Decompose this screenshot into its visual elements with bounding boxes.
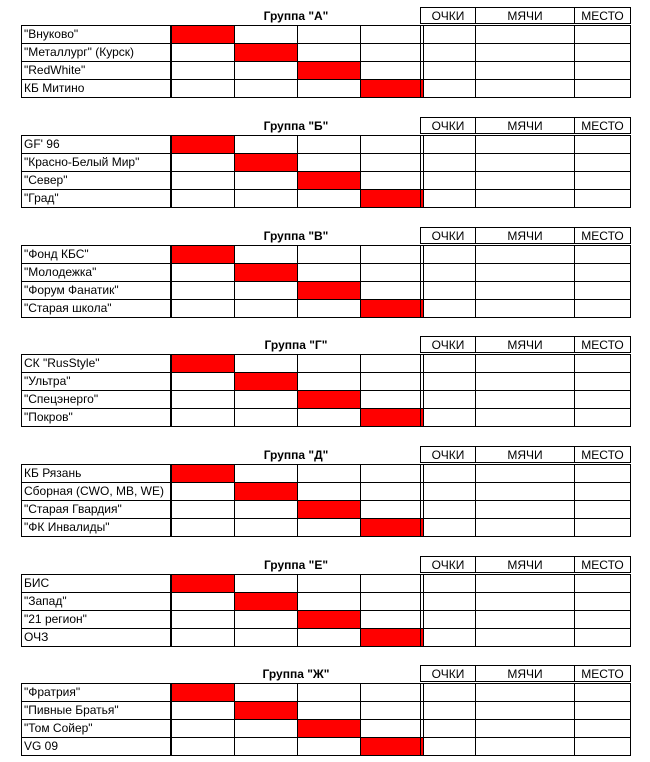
- score-cell: [360, 390, 424, 409]
- diagonal-blocked-cell: [171, 25, 235, 44]
- group-title: Группа "Д": [263, 448, 329, 462]
- table-row: [21, 390, 631, 408]
- place-cell: [574, 701, 631, 720]
- table-row: [21, 592, 631, 610]
- points-cell: [420, 153, 476, 172]
- column-header-balls: МЯЧИ: [475, 556, 575, 573]
- score-cell: [171, 701, 235, 720]
- points-cell: [420, 482, 476, 501]
- score-cell: [297, 518, 361, 537]
- score-cell: [297, 263, 361, 282]
- score-cell: [234, 189, 298, 208]
- team-name-cell: VG 09: [21, 737, 171, 756]
- score-cell: [234, 79, 298, 98]
- score-cell: [171, 390, 235, 409]
- score-cell: [360, 245, 424, 264]
- team-name-cell: Сборная (CWO, MB, WE): [21, 482, 171, 501]
- points-cell: [420, 171, 476, 190]
- score-cell: [297, 153, 361, 172]
- place-cell: [574, 500, 631, 519]
- score-cell: [171, 281, 235, 300]
- column-header-points: ОЧКИ: [420, 336, 476, 353]
- score-cell: [234, 719, 298, 738]
- points-cell: [420, 61, 476, 80]
- group-table: [21, 665, 631, 755]
- score-cell: [171, 628, 235, 647]
- score-cell: [171, 372, 235, 391]
- column-header-balls: МЯЧИ: [475, 446, 575, 463]
- place-cell: [574, 43, 631, 62]
- table-row: [21, 25, 631, 43]
- group-table: [21, 117, 631, 207]
- table-row: [21, 518, 631, 536]
- score-cell: [171, 408, 235, 427]
- table-row: [21, 263, 631, 281]
- table-row: [21, 171, 631, 189]
- score-cell: [297, 574, 361, 593]
- balls-cell: [475, 299, 575, 318]
- score-cell: [360, 701, 424, 720]
- balls-cell: [475, 408, 575, 427]
- team-name-cell: "Запад": [21, 592, 171, 611]
- team-name-cell: СК "RusStyle": [21, 354, 171, 373]
- score-cell: [297, 25, 361, 44]
- score-cell: [360, 574, 424, 593]
- place-cell: [574, 610, 631, 629]
- place-cell: [574, 25, 631, 44]
- table-row: [21, 281, 631, 299]
- place-cell: [574, 171, 631, 190]
- score-cell: [234, 628, 298, 647]
- column-header-place: МЕСТО: [574, 227, 631, 244]
- score-cell: [360, 683, 424, 702]
- points-cell: [420, 500, 476, 519]
- group-title: Группа "В": [263, 229, 329, 243]
- group-title: Группа "Е": [263, 558, 329, 572]
- table-row: [21, 610, 631, 628]
- group-table: [21, 556, 631, 646]
- balls-cell: [475, 592, 575, 611]
- diagonal-blocked-cell: [360, 518, 424, 537]
- diagonal-blocked-cell: [171, 354, 235, 373]
- diagonal-blocked-cell: [171, 574, 235, 593]
- points-cell: [420, 25, 476, 44]
- balls-cell: [475, 354, 575, 373]
- column-header-balls: МЯЧИ: [475, 117, 575, 134]
- score-cell: [171, 592, 235, 611]
- table-row: [21, 372, 631, 390]
- group-table: [21, 336, 631, 426]
- score-cell: [297, 79, 361, 98]
- diagonal-blocked-cell: [360, 628, 424, 647]
- balls-cell: [475, 245, 575, 264]
- group-header: [21, 7, 631, 25]
- table-row: [21, 153, 631, 171]
- diagonal-blocked-cell: [171, 464, 235, 483]
- score-cell: [360, 281, 424, 300]
- points-cell: [420, 574, 476, 593]
- score-cell: [360, 354, 424, 373]
- table-row: [21, 464, 631, 482]
- points-cell: [420, 737, 476, 756]
- points-cell: [420, 263, 476, 282]
- balls-cell: [475, 482, 575, 501]
- score-cell: [360, 61, 424, 80]
- balls-cell: [475, 683, 575, 702]
- team-name-cell: "Старая школа": [21, 299, 171, 318]
- team-name-cell: "Град": [21, 189, 171, 208]
- place-cell: [574, 153, 631, 172]
- score-cell: [171, 299, 235, 318]
- diagonal-blocked-cell: [297, 171, 361, 190]
- score-cell: [171, 171, 235, 190]
- score-cell: [360, 719, 424, 738]
- place-cell: [574, 390, 631, 409]
- balls-cell: [475, 171, 575, 190]
- column-header-place: МЕСТО: [574, 556, 631, 573]
- score-cell: [234, 683, 298, 702]
- score-cell: [234, 135, 298, 154]
- place-cell: [574, 683, 631, 702]
- points-cell: [420, 299, 476, 318]
- score-cell: [171, 189, 235, 208]
- score-cell: [171, 79, 235, 98]
- balls-cell: [475, 61, 575, 80]
- group-title: Группа "Б": [263, 119, 329, 133]
- place-cell: [574, 408, 631, 427]
- table-row: [21, 135, 631, 153]
- team-name-cell: "Север": [21, 171, 171, 190]
- points-cell: [420, 189, 476, 208]
- diagonal-blocked-cell: [234, 263, 298, 282]
- balls-cell: [475, 500, 575, 519]
- balls-cell: [475, 281, 575, 300]
- score-cell: [360, 171, 424, 190]
- diagonal-blocked-cell: [297, 610, 361, 629]
- balls-cell: [475, 719, 575, 738]
- diagonal-blocked-cell: [297, 390, 361, 409]
- score-cell: [234, 518, 298, 537]
- diagonal-blocked-cell: [360, 299, 424, 318]
- score-cell: [297, 189, 361, 208]
- table-row: [21, 628, 631, 646]
- points-cell: [420, 518, 476, 537]
- balls-cell: [475, 263, 575, 282]
- score-cell: [297, 628, 361, 647]
- column-header-place: МЕСТО: [574, 665, 631, 682]
- diagonal-blocked-cell: [234, 372, 298, 391]
- score-cell: [360, 592, 424, 611]
- team-name-cell: "Покров": [21, 408, 171, 427]
- group-header: [21, 227, 631, 245]
- column-header-points: ОЧКИ: [420, 7, 476, 24]
- score-cell: [297, 135, 361, 154]
- balls-cell: [475, 701, 575, 720]
- score-cell: [234, 281, 298, 300]
- table-row: [21, 299, 631, 317]
- balls-cell: [475, 153, 575, 172]
- team-name-cell: БИС: [21, 574, 171, 593]
- points-cell: [420, 464, 476, 483]
- diagonal-blocked-cell: [234, 43, 298, 62]
- team-name-cell: "Фонд КБС": [21, 245, 171, 264]
- score-cell: [234, 464, 298, 483]
- score-cell: [360, 500, 424, 519]
- score-cell: [297, 372, 361, 391]
- group-header: [21, 556, 631, 574]
- score-cell: [297, 299, 361, 318]
- place-cell: [574, 354, 631, 373]
- score-cell: [234, 299, 298, 318]
- score-cell: [171, 518, 235, 537]
- diagonal-blocked-cell: [171, 135, 235, 154]
- score-cell: [234, 61, 298, 80]
- score-cell: [297, 43, 361, 62]
- balls-cell: [475, 43, 575, 62]
- points-cell: [420, 592, 476, 611]
- team-name-cell: "Ультра": [21, 372, 171, 391]
- score-cell: [297, 464, 361, 483]
- points-cell: [420, 354, 476, 373]
- score-cell: [360, 153, 424, 172]
- score-cell: [171, 263, 235, 282]
- table-row: [21, 408, 631, 426]
- column-header-points: ОЧКИ: [420, 227, 476, 244]
- score-cell: [297, 683, 361, 702]
- column-header-balls: МЯЧИ: [475, 336, 575, 353]
- team-name-cell: "Молодежка": [21, 263, 171, 282]
- balls-cell: [475, 737, 575, 756]
- team-name-cell: "Фратрия": [21, 683, 171, 702]
- place-cell: [574, 518, 631, 537]
- score-cell: [234, 500, 298, 519]
- team-name-cell: КБ Митино: [21, 79, 171, 98]
- table-row: [21, 61, 631, 79]
- group-table: [21, 446, 631, 536]
- score-cell: [297, 737, 361, 756]
- column-header-points: ОЧКИ: [420, 446, 476, 463]
- table-row: [21, 43, 631, 61]
- score-cell: [360, 372, 424, 391]
- team-name-cell: "Внуково": [21, 25, 171, 44]
- points-cell: [420, 390, 476, 409]
- place-cell: [574, 372, 631, 391]
- place-cell: [574, 79, 631, 98]
- table-row: [21, 574, 631, 592]
- place-cell: [574, 592, 631, 611]
- diagonal-blocked-cell: [360, 189, 424, 208]
- diagonal-blocked-cell: [234, 592, 298, 611]
- diagonal-blocked-cell: [171, 683, 235, 702]
- score-cell: [234, 25, 298, 44]
- diagonal-blocked-cell: [234, 701, 298, 720]
- place-cell: [574, 719, 631, 738]
- place-cell: [574, 61, 631, 80]
- table-row: [21, 683, 631, 701]
- table-row: [21, 245, 631, 263]
- score-cell: [360, 135, 424, 154]
- diagonal-blocked-cell: [360, 408, 424, 427]
- points-cell: [420, 683, 476, 702]
- table-row: [21, 482, 631, 500]
- team-name-cell: "ФК Инвалиды": [21, 518, 171, 537]
- balls-cell: [475, 518, 575, 537]
- balls-cell: [475, 628, 575, 647]
- group-header: [21, 665, 631, 683]
- score-cell: [360, 482, 424, 501]
- table-row: [21, 79, 631, 97]
- score-cell: [171, 610, 235, 629]
- column-header-balls: МЯЧИ: [475, 665, 575, 682]
- group-title: Группа "Ж": [262, 667, 330, 681]
- group-header: [21, 117, 631, 135]
- group-header: [21, 336, 631, 354]
- column-header-points: ОЧКИ: [420, 556, 476, 573]
- team-name-cell: КБ Рязань: [21, 464, 171, 483]
- place-cell: [574, 299, 631, 318]
- place-cell: [574, 628, 631, 647]
- team-name-cell: "RedWhite": [21, 61, 171, 80]
- place-cell: [574, 281, 631, 300]
- place-cell: [574, 135, 631, 154]
- points-cell: [420, 79, 476, 98]
- score-cell: [171, 153, 235, 172]
- score-cell: [297, 354, 361, 373]
- diagonal-blocked-cell: [234, 153, 298, 172]
- score-cell: [234, 245, 298, 264]
- score-cell: [360, 610, 424, 629]
- group-table: [21, 227, 631, 317]
- points-cell: [420, 719, 476, 738]
- team-name-cell: ОЧЗ: [21, 628, 171, 647]
- balls-cell: [475, 390, 575, 409]
- score-cell: [171, 737, 235, 756]
- score-cell: [297, 245, 361, 264]
- team-name-cell: GF' 96: [21, 135, 171, 154]
- table-row: [21, 500, 631, 518]
- points-cell: [420, 610, 476, 629]
- team-name-cell: "Спецэнерго": [21, 390, 171, 409]
- group-table: [21, 7, 631, 97]
- score-cell: [234, 574, 298, 593]
- place-cell: [574, 464, 631, 483]
- team-name-cell: "21 регион": [21, 610, 171, 629]
- column-header-points: ОЧКИ: [420, 665, 476, 682]
- points-cell: [420, 245, 476, 264]
- score-cell: [360, 464, 424, 483]
- column-header-place: МЕСТО: [574, 446, 631, 463]
- diagonal-blocked-cell: [297, 719, 361, 738]
- column-header-balls: МЯЧИ: [475, 227, 575, 244]
- place-cell: [574, 482, 631, 501]
- table-row: [21, 701, 631, 719]
- column-header-place: МЕСТО: [574, 117, 631, 134]
- team-name-cell: "Пивные Братья": [21, 701, 171, 720]
- column-header-points: ОЧКИ: [420, 117, 476, 134]
- points-cell: [420, 281, 476, 300]
- column-header-place: МЕСТО: [574, 7, 631, 24]
- score-cell: [297, 408, 361, 427]
- table-row: [21, 189, 631, 207]
- group-header: [21, 446, 631, 464]
- table-row: [21, 354, 631, 372]
- score-cell: [171, 500, 235, 519]
- score-cell: [234, 171, 298, 190]
- score-cell: [171, 719, 235, 738]
- points-cell: [420, 628, 476, 647]
- place-cell: [574, 574, 631, 593]
- diagonal-blocked-cell: [360, 737, 424, 756]
- team-name-cell: "Металлург" (Курск): [21, 43, 171, 62]
- score-cell: [360, 43, 424, 62]
- score-cell: [171, 61, 235, 80]
- place-cell: [574, 263, 631, 282]
- group-title: Группа "Г": [264, 338, 328, 352]
- diagonal-blocked-cell: [297, 281, 361, 300]
- points-cell: [420, 43, 476, 62]
- balls-cell: [475, 610, 575, 629]
- diagonal-blocked-cell: [171, 245, 235, 264]
- diagonal-blocked-cell: [234, 482, 298, 501]
- score-cell: [234, 737, 298, 756]
- score-cell: [360, 263, 424, 282]
- place-cell: [574, 189, 631, 208]
- balls-cell: [475, 464, 575, 483]
- team-name-cell: "Старая Гвардия": [21, 500, 171, 519]
- score-cell: [297, 482, 361, 501]
- table-row: [21, 719, 631, 737]
- score-cell: [171, 482, 235, 501]
- score-cell: [171, 43, 235, 62]
- team-name-cell: "Форум Фанатик": [21, 281, 171, 300]
- balls-cell: [475, 574, 575, 593]
- balls-cell: [475, 135, 575, 154]
- diagonal-blocked-cell: [297, 61, 361, 80]
- diagonal-blocked-cell: [297, 500, 361, 519]
- column-header-place: МЕСТО: [574, 336, 631, 353]
- score-cell: [234, 390, 298, 409]
- balls-cell: [475, 25, 575, 44]
- score-cell: [234, 408, 298, 427]
- balls-cell: [475, 372, 575, 391]
- points-cell: [420, 372, 476, 391]
- balls-cell: [475, 79, 575, 98]
- score-cell: [234, 610, 298, 629]
- points-cell: [420, 408, 476, 427]
- points-cell: [420, 135, 476, 154]
- column-header-balls: МЯЧИ: [475, 7, 575, 24]
- table-row: [21, 737, 631, 755]
- points-cell: [420, 701, 476, 720]
- diagonal-blocked-cell: [360, 79, 424, 98]
- group-title: Группа "А": [263, 9, 329, 23]
- score-cell: [297, 592, 361, 611]
- score-cell: [297, 701, 361, 720]
- team-name-cell: "Красно-Белый Мир": [21, 153, 171, 172]
- place-cell: [574, 737, 631, 756]
- place-cell: [574, 245, 631, 264]
- balls-cell: [475, 189, 575, 208]
- team-name-cell: "Том Сойер": [21, 719, 171, 738]
- score-cell: [234, 354, 298, 373]
- score-cell: [360, 25, 424, 44]
